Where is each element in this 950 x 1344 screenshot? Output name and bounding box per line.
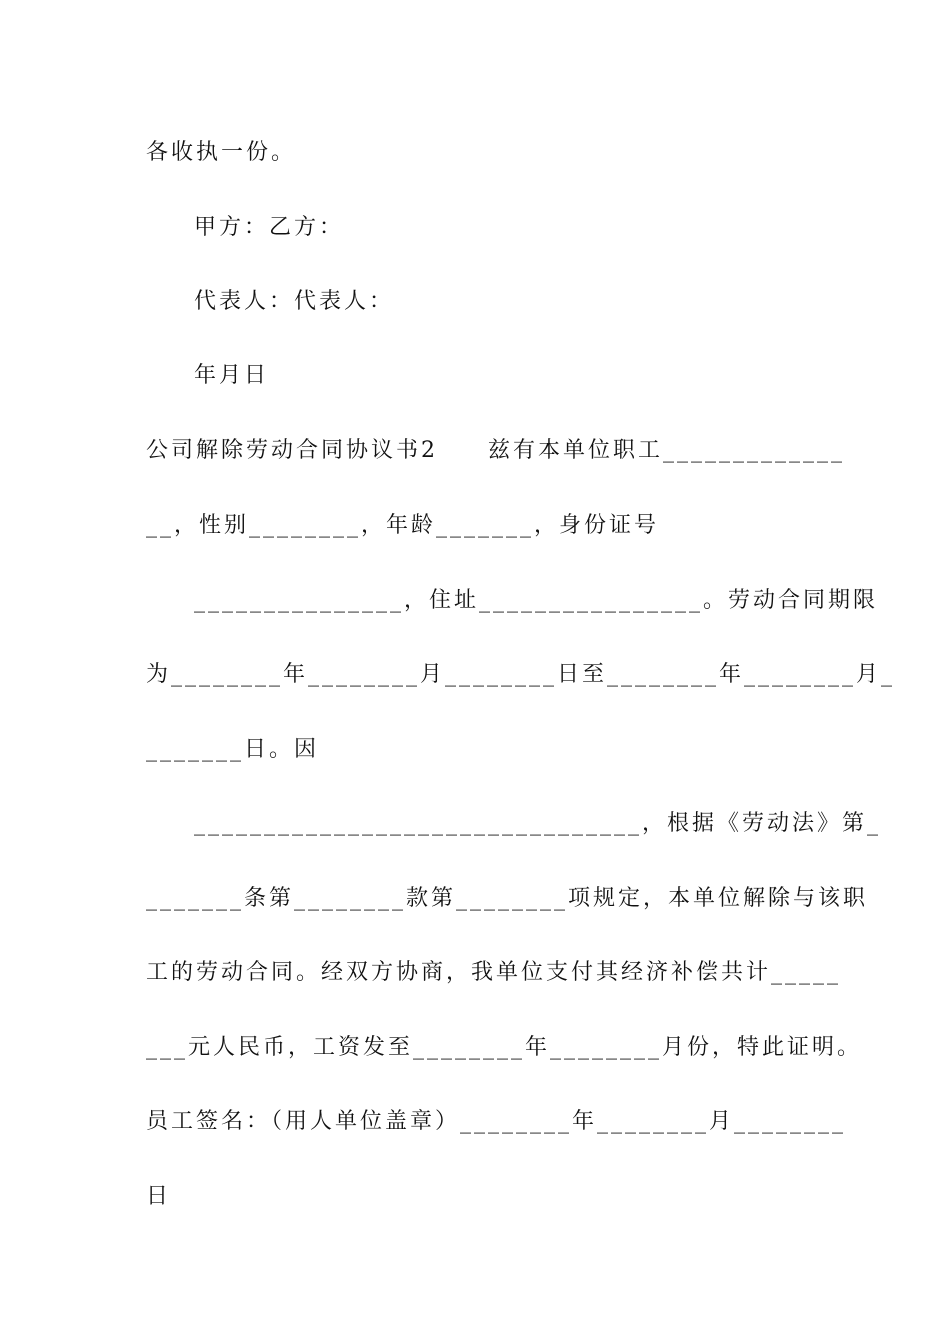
text-line-signature: 员工签名：（用人单位盖章）________年________月________ <box>146 1109 847 1134</box>
text-line-gender-age: __，性别________，年龄_______，身份证号 <box>146 513 660 538</box>
text-line-parties: 甲方：乙方： <box>194 215 345 240</box>
text-line-labor-law: ________________________________，根据《劳动法》第_ <box>194 811 882 836</box>
text-line-clause: _______条第________款第________项规定，本单位解除与该职 <box>146 886 869 911</box>
text-line-contract-period: 为________年________月________日至________年________月_ <box>146 662 896 687</box>
text-line-compensation: 工的劳动合同。经双方协商，我单位支付其经济补偿共计_____ <box>146 960 842 985</box>
text-line-wage: ___元人民币，工资发至________年________月份，特此证明。 <box>146 1035 863 1060</box>
text-line-address: _______________，住址________________。劳动合同期限 <box>194 588 879 613</box>
text-line-representatives: 代表人：代表人： <box>194 289 395 314</box>
text-line-date: 年月日 <box>194 363 270 388</box>
text-line-agreement-title: 公司解除劳动合同协议书2 兹有本单位职工_____________ <box>146 438 845 463</box>
text-line-closing: 各收执一份。 <box>146 140 297 165</box>
text-line-reason: _______日。因 <box>146 737 320 762</box>
text-line-day: 日 <box>146 1184 172 1209</box>
